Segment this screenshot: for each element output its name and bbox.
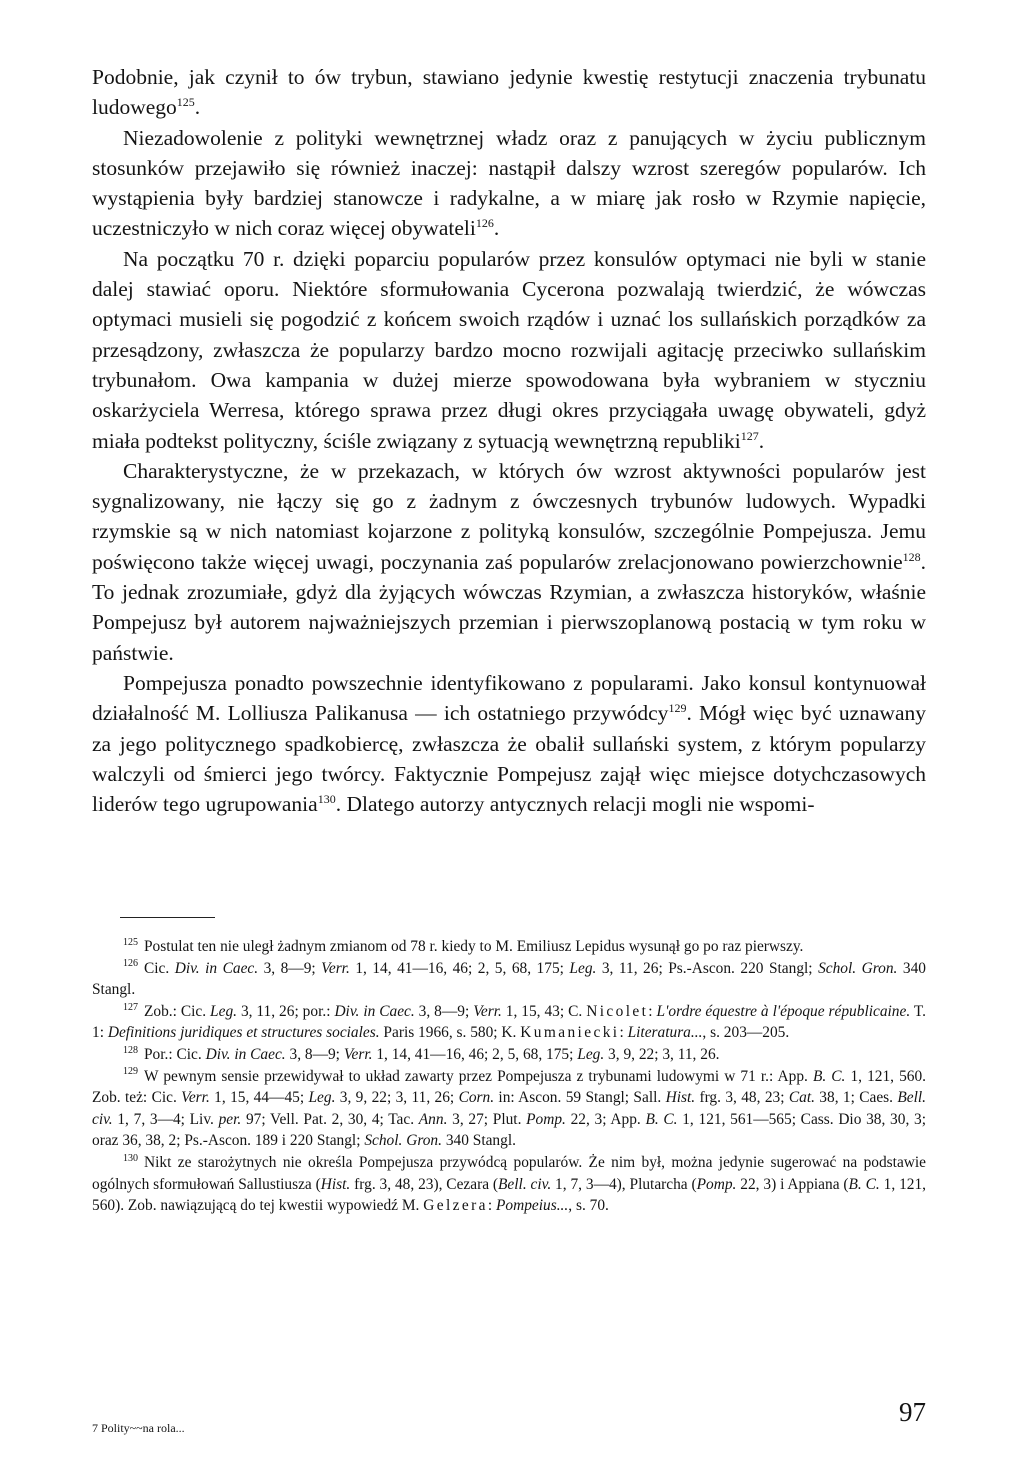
footnote-text: Postulat ten nie uległ żadnym zmianom od 78 r. kiedy to M. Emiliusz Lepidus wysunął go po raz pierwszy.	[144, 938, 804, 955]
citation-title: Leg.	[210, 1002, 237, 1020]
citation-title: Pomp.	[526, 1110, 566, 1128]
footnote-128	[92, 1044, 926, 1066]
footnote-ref[interactable]: 128	[902, 549, 921, 564]
footnote-text: 22, 3) i Appiana (	[736, 1175, 849, 1193]
footnote-text: 22, 3; App.	[565, 1110, 646, 1128]
footnote-text: 3, 8—9;	[258, 959, 322, 977]
footnote-text: 3, 8—9;	[285, 1045, 344, 1063]
citation-title: B. C.	[645, 1110, 678, 1128]
citation-title: Ann.	[418, 1110, 448, 1128]
footnote-text: :	[619, 1024, 628, 1042]
footnote-text: in: Ascon. 59 Stangl; Sall.	[494, 1089, 666, 1107]
footnote-text: 3, 11, 26; por.:	[236, 1002, 335, 1020]
footnote-text: 1, 7, 3—4), Plutarcha (	[551, 1175, 697, 1193]
footnote-text: 3, 8—9;	[414, 1002, 474, 1020]
citation-title: Verr.	[473, 1002, 502, 1020]
author-name: Gelzera	[423, 1197, 488, 1215]
footnote-127	[92, 1001, 926, 1044]
paragraph	[92, 62, 926, 123]
footnote-text: frg. 3, 48, 23;	[695, 1089, 789, 1107]
paragraph-text: . To jednak zrozumiałe, gdyż dla żyjących wówczas Rzymian, a zwłaszcza historyków, właśnie Pompejusz był autorem najważniejszych przemian i pierwszoplanową postacią w tym roku w państwie.	[92, 549, 926, 665]
footnote-ref[interactable]: 126	[475, 216, 494, 231]
citation-title: Leg.	[577, 1045, 605, 1063]
paragraph-text: .	[493, 216, 500, 241]
citation-title: Verr.	[181, 1089, 210, 1107]
paragraph-text: Charakterystyczne, że w przekazach, w których ów wzrost aktywności popularów jest sygnalizowany, nie łączy się go z żadnym z ówczesnych trybunów ludowych. Wypadki rzymskie są w nich natomiast kojarzone z polityką konsulów, szczególnie Pompejusza. Jemu poświęcono także więcej uwagi, poczynania zaś popularów zrelacjonowano powierzchownie	[92, 458, 926, 574]
footnote-text: 38, 1; Caes.	[814, 1089, 898, 1107]
citation-title: Bell. civ.	[498, 1175, 552, 1193]
footnote-text: 3, 27; Plut.	[447, 1110, 527, 1128]
citation-title: Verr.	[321, 959, 350, 977]
footnote-number: 128	[123, 1044, 138, 1056]
footnote-ref[interactable]: 127	[740, 428, 759, 443]
footnote-text: T. 1:	[92, 1002, 926, 1042]
paragraph-text: Niezadowolenie z polityki wewnętrznej władz oraz z panujących w życiu publicznym stosunków przejawiło się również inaczej: nastąpił dalszy wzrost szeregów popularów. Ich wystąpienia były bardziej stanowcze i radykalne, a w miarę jak rosło w Rzymie napięcie, uczestniczyło w nich coraz więcej obywateli	[92, 125, 926, 241]
footnote-text: 3, 9, 22; 3, 11, 26;	[335, 1089, 459, 1107]
footnote-text: 340 Stangl.	[92, 959, 926, 999]
footnote-126	[92, 958, 926, 1001]
footnote-ref[interactable]: 130	[317, 791, 336, 806]
footnote-text: 1, 7, 3—4; Liv.	[112, 1110, 219, 1128]
page-number: 97	[899, 1397, 926, 1427]
citation-title: Div. in Caec.	[174, 959, 259, 977]
author-name: Nicolet	[586, 1002, 649, 1020]
citation-title: Literatura...	[627, 1024, 703, 1042]
footnote-number: 130	[123, 1152, 138, 1164]
citation-title: Hist.	[320, 1175, 351, 1193]
footnote-separator	[120, 917, 215, 918]
footnote-125	[92, 936, 926, 958]
footnote-text: 1, 15, 44—45;	[209, 1089, 309, 1107]
footnote-text: Por.: Cic.	[144, 1045, 206, 1063]
footnote-text: 3, 9, 22; 3, 11, 26.	[604, 1045, 720, 1063]
footnote-text: 1, 121, 560). Zob. nawiązującą do tej kwestii wypowiedź M.	[92, 1175, 927, 1215]
paragraph-text: .	[194, 95, 201, 120]
citation-title: Verr.	[343, 1045, 373, 1063]
citation-title: B. C.	[848, 1175, 880, 1193]
footnote-text: , s. 203—205.	[702, 1024, 790, 1042]
footnote-text: 1, 15, 43; C.	[501, 1002, 587, 1020]
footnote-text: Paris 1966, s. 580; K.	[379, 1024, 521, 1042]
footnote-text: 1, 121, 560. Zob. też: Cic.	[92, 1067, 927, 1107]
footnote-number: 127	[123, 1001, 138, 1013]
citation-title: Definitions juridiques et structures sociales.	[107, 1024, 380, 1042]
footnotes	[92, 936, 926, 1217]
citation-title: Pomp.	[696, 1175, 737, 1193]
citation-title: Cat.	[788, 1089, 815, 1107]
citation-title: Leg.	[569, 959, 597, 977]
citation-title: Bell. civ.	[92, 1089, 926, 1128]
citation-title: B. C.	[812, 1067, 846, 1085]
citation-title: L'ordre équestre à l'époque républicaine.	[656, 1002, 911, 1020]
paragraph-text: . Dlatego autorzy antycznych relacji mogli nie wspomi-	[335, 792, 815, 817]
author-name: Kumaniecki	[520, 1024, 620, 1042]
footnote-text: 340 Stangl.	[441, 1132, 516, 1150]
citation-title: Schol. Gron.	[364, 1132, 442, 1150]
footnote-text: :	[487, 1197, 497, 1215]
paragraph-text: . Mógł więc być uznawany za jego politycznego spadkobiercę, zwłaszcza że obalił sullański system, z którym popularzy walczyli od śmierci jego twórcy. Faktycznie Pompejusz zajął więc miejsce dotychczasowych liderów tego ugrupowania	[92, 701, 926, 817]
footnote-text: Zob.: Cic.	[144, 1002, 211, 1020]
citation-title: Hist.	[665, 1089, 696, 1107]
footnote-number: 126	[123, 958, 138, 970]
footnote-text: frg. 3, 48, 23), Cezara (	[350, 1175, 499, 1193]
footnote-text: W pewnym sensie przewidywał to układ zawarty przez Pompejusza z trybunami ludowymi w 71 r.: App.	[144, 1067, 813, 1085]
paragraph-text: .	[758, 428, 765, 453]
footnote-130	[92, 1152, 926, 1217]
paragraph-text: Podobnie, jak czynił to ów trybun, stawiano jedynie kwestię restytucji znaczenia trybunatu ludowego	[92, 65, 926, 120]
footnote-text: :	[648, 1002, 657, 1020]
citation-title: Leg.	[308, 1089, 336, 1107]
citation-title: Div. in Caec.	[205, 1045, 286, 1063]
citation-title: Pompeius...	[496, 1197, 569, 1215]
citation-title: Corn.	[458, 1089, 495, 1107]
paragraph-text: Na początku 70 r. dzięki poparciu popularów przez konsulów optymaci nie byli w stanie dalej stawiać oporu. Niektóre sformułowania Cycerona pozwalają twierdzić, że wówczas optymaci musieli się pogodzić z końcem swoich rządów i uznać los sullańskich porządków za przesądzony, zwłaszcza że popularzy bardzo mocno rozwijali agitację przeciwko sullańskim trybunałom. Owa kampania w dużej mierze spowodowana była wybraniem w styczniu oskarżyciela Werresa, którego sprawa przez długi okres przyciągała uwagę obywateli, gdyż miała podtekst polityczny, ściśle związany z sytuacją wewnętrzną republiki	[92, 246, 926, 453]
footnote-text: Nikt ze starożytnych nie określa Pompejusza przywódcą popularów. Że nim był, można jedynie sugerować na podstawie ogólnych sformułowań Sallustiusza (	[92, 1153, 926, 1193]
footnote-129	[92, 1066, 926, 1152]
citation-title: Schol. Gron.	[818, 959, 898, 977]
main-text	[92, 62, 926, 819]
citation-title: per.	[218, 1110, 242, 1128]
paragraph-text: Pompejusza ponadto powszechnie identyfikowano z popularami. Jako konsul kontynuował działalność M. Lolliusza Palikanusa — ich ostatniego przywódcy	[92, 670, 926, 726]
citation-title: Div. in Caec.	[334, 1002, 415, 1020]
paragraph	[92, 244, 926, 456]
footnote-number: 125	[123, 936, 138, 948]
paragraph	[92, 668, 926, 819]
signature-mark: 7 Polity~~na rola...	[92, 1421, 185, 1435]
footnote-text: Cic.	[144, 959, 175, 977]
footnote-ref[interactable]: 129	[668, 701, 687, 716]
footnote-text: 1, 121, 561—565; Cass. Dio 38, 30, 3; oraz 36, 38, 2; Ps.-Ascon. 189 i 220 Stangl;	[92, 1110, 926, 1150]
footnote-text: 1, 14, 41—16, 46; 2, 5, 68, 175;	[349, 959, 570, 977]
footnote-text: 3, 11, 26; Ps.-Ascon. 220 Stangl;	[596, 959, 819, 977]
paragraph	[92, 123, 926, 244]
footnote-text: 97; Vell. Pat. 2, 30, 4; Tac.	[241, 1110, 419, 1128]
footnote-text: , s. 70.	[568, 1197, 609, 1215]
paragraph	[92, 456, 926, 668]
footnote-number: 129	[123, 1066, 138, 1078]
footnote-ref[interactable]: 125	[176, 95, 195, 110]
footnote-text: 1, 14, 41—16, 46; 2, 5, 68, 175;	[372, 1045, 578, 1063]
